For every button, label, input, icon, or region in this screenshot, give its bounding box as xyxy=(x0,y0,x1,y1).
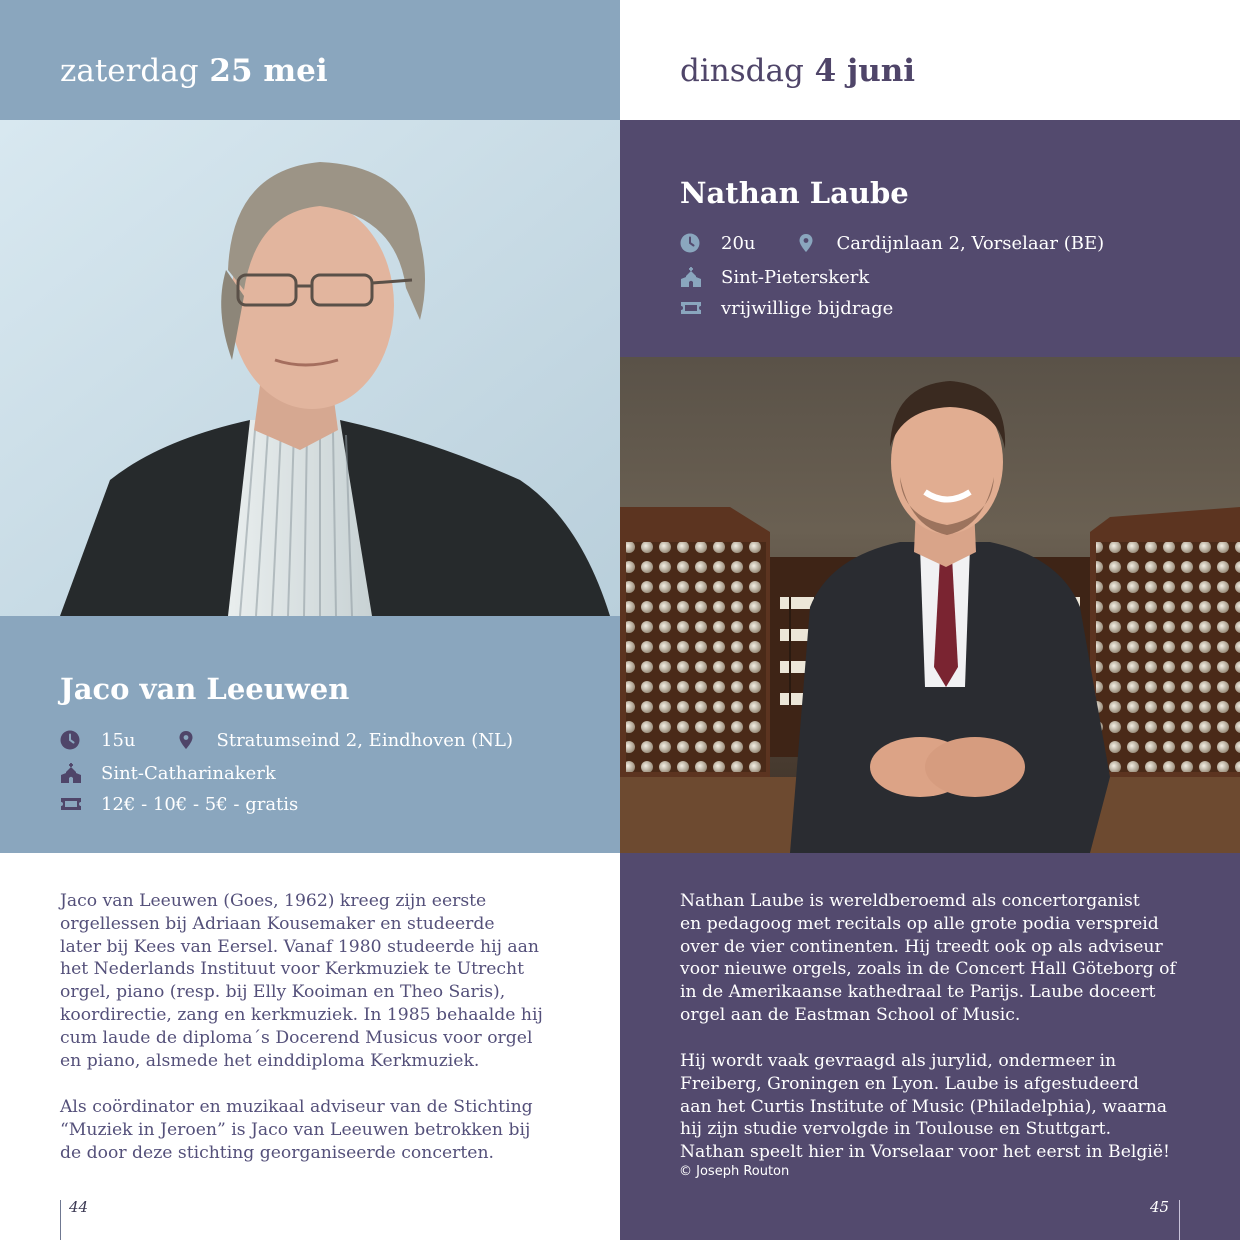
bio-line: “Muziek in Jeroen” is Jaco van Leeuwen betrokken bij xyxy=(60,1119,531,1140)
date-day: dinsdag xyxy=(680,53,804,89)
bio-line: voor nieuwe orgels, zoals in de Concert Hall Göteborg of xyxy=(680,959,1176,980)
performer-name: Jaco van Leeuwen xyxy=(60,672,350,706)
performer-name: Nathan Laube xyxy=(680,176,909,210)
clock-icon xyxy=(680,233,700,253)
folio-rule xyxy=(60,1200,61,1240)
concert-info xyxy=(0,616,620,853)
bio-line: Nathan speelt hier in Vorselaar voor het eerst in België! xyxy=(680,1142,1170,1163)
biography-paragraph-1 xyxy=(680,890,1176,1027)
performer-photo xyxy=(0,120,620,616)
bio-line: Hij wordt vaak gevraagd als jurylid, ondermeer in xyxy=(680,1051,1117,1071)
church-name: Sint-Catharinakerk xyxy=(101,762,276,784)
ticket-icon xyxy=(680,298,700,318)
church-name: Sint-Pieterskerk xyxy=(721,266,870,288)
date-band xyxy=(620,0,1240,120)
biography-paragraph-2 xyxy=(680,1050,1170,1164)
date-band xyxy=(0,0,620,120)
bio-line: Jaco van Leeuwen (Goes, 1962) kreeg zijn eerste xyxy=(60,891,487,911)
church-row xyxy=(60,760,276,786)
page-number: 44 xyxy=(69,1198,89,1216)
ticket-price: vrijwillige bijdrage xyxy=(721,297,894,319)
church-icon xyxy=(680,267,700,287)
bio-line: en pedagoog met recitals op alle grote podia verspreid xyxy=(680,913,1159,934)
biography-paragraph-2 xyxy=(60,1096,533,1164)
bio-line: Als coördinator en muzikaal adviseur van de Stichting xyxy=(60,1097,533,1117)
right-page xyxy=(620,0,1240,1240)
bio-line: hij zijn studie vervolgde in Toulouse en Stuttgart. xyxy=(680,1119,1112,1140)
bio-line: Nathan Laube is wereldberoemd als concertorganist xyxy=(680,891,1140,911)
price-row xyxy=(60,791,298,817)
time-location-row xyxy=(60,727,513,753)
bio-line: orgel aan de Eastman School of Music. xyxy=(680,1004,1021,1025)
bio-line: aan het Curtis Institute of Music (Philadelphia), waarna xyxy=(680,1096,1168,1117)
bio-line: in de Amerikaanse kathedraal te Parijs. Laube doceert xyxy=(680,982,1156,1003)
bio-line: koordirectie, zang en kerkmuziek. In 1985 behaalde hij xyxy=(60,1004,543,1025)
clock-icon xyxy=(60,730,80,750)
bio-line: Freiberg, Groningen en Lyon. Laube is afgestudeerd xyxy=(680,1073,1139,1094)
bio-line: later bij Kees van Eersel. Vanaf 1980 studeerde hij aan xyxy=(60,936,539,957)
concert-date xyxy=(60,50,328,92)
concert-date xyxy=(680,50,915,92)
concert-address: Cardijnlaan 2, Vorselaar (BE) xyxy=(836,232,1105,254)
date-number: 4 juni xyxy=(814,53,916,89)
concert-time: 15u xyxy=(101,729,136,751)
concert-address: Stratumseind 2, Eindhoven (NL) xyxy=(216,729,513,751)
bio-line: over de vier continenten. Hij treedt ook op als adviseur xyxy=(680,936,1163,957)
price-row xyxy=(680,295,893,321)
bio-line: en piano, alsmede het einddiploma Kerkmuziek. xyxy=(60,1050,480,1071)
page-number: 45 xyxy=(1150,1198,1170,1216)
location-pin-icon xyxy=(796,233,816,253)
bio-line: de door deze stichting georganiseerde concerten. xyxy=(60,1142,494,1163)
photo-credit: © Joseph Routon xyxy=(679,1164,790,1179)
bio-line: cum laude de diploma´s Docerend Musicus voor orgel xyxy=(60,1027,533,1048)
bio-line: orgel, piano (resp. bij Elly Kooiman en Theo Saris), xyxy=(60,982,506,1003)
biography-paragraph-1 xyxy=(60,890,543,1072)
bio-line: het Nederlands Instituut voor Kerkmuziek te Utrecht xyxy=(60,959,524,980)
date-number: 25 mei xyxy=(209,53,328,89)
concert-info xyxy=(620,120,1240,357)
bio-line: orgellessen bij Adriaan Kousemaker en studeerde xyxy=(60,913,495,934)
location-pin-icon xyxy=(176,730,196,750)
time-location-row xyxy=(680,230,1104,256)
date-day: zaterdag xyxy=(60,53,199,89)
church-row xyxy=(680,264,869,290)
ticket-icon xyxy=(60,794,80,814)
church-icon xyxy=(60,763,80,783)
ticket-price: 12€ - 10€ - 5€ - gratis xyxy=(101,793,299,815)
folio-rule xyxy=(1179,1200,1180,1240)
concert-time: 20u xyxy=(721,232,756,254)
